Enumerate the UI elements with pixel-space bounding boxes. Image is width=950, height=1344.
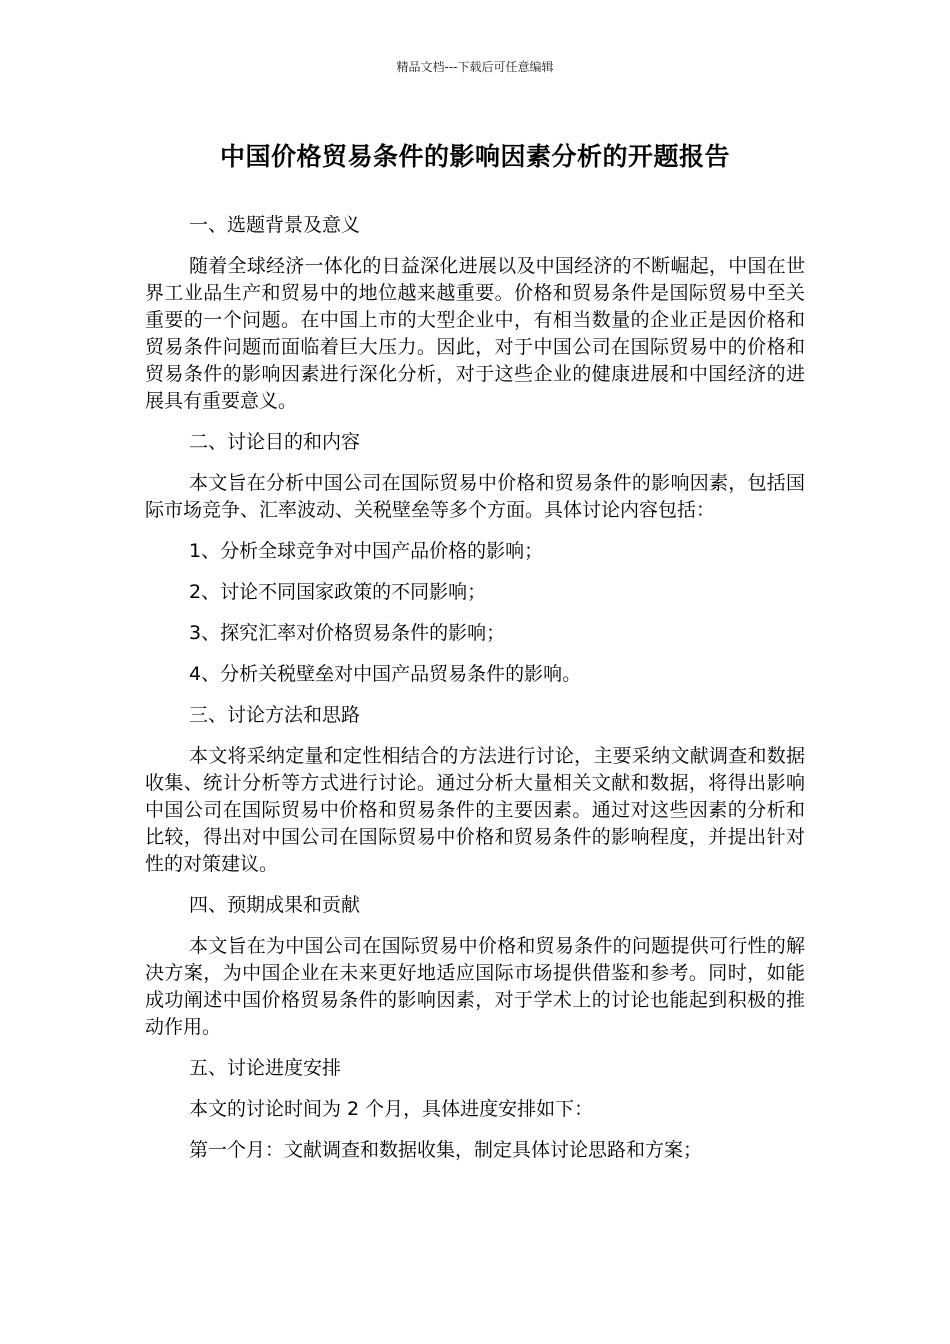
section-heading-schedule: 五、讨论进度安排	[189, 1057, 342, 1079]
section-heading-background: 一、选题背景及意义	[189, 214, 361, 236]
list-item: 2、讨论不同国家政策的不同影响；	[189, 581, 487, 603]
paragraph-schedule-month1: 第一个月：文献调查和数据收集，制定具体讨论思路和方案；	[189, 1139, 703, 1161]
section-heading-outcomes: 四、预期成果和贡献	[189, 894, 361, 916]
list-item: 4、分析关税壁垒对中国产品贸易条件的影响。	[189, 663, 582, 685]
document-body	[145, 212, 805, 1178]
paragraph-methods: 本文将采纳定量和定性相结合的方法进行讨论，主要采纳文献调查和数据收集、统计分析等方式进行讨论。通过分析大量相关文献和数据，将得出影响中国公司在国际贸易中价格和贸易条件的主要因素。通过对这些因素的分析和比较，得出对中国公司在国际贸易中价格和贸易条件的影响程度，并提出针对性的对策建议。	[145, 745, 805, 875]
document-title: 中国价格贸易条件的影响因素分析的开题报告	[219, 142, 730, 171]
section-heading-methods: 三、讨论方法和思路	[189, 704, 361, 726]
paragraph-outcomes: 本文旨在为中国公司在国际贸易中价格和贸易条件的问题提供可行性的解决方案，为中国企业在未来更好地适应国际市场提供借鉴和参考。同时，如能成功阐述中国价格贸易条件的影响因素，对于学术上的讨论也能起到积极的推动作用。	[145, 935, 805, 1038]
header-note: 精品文档---下载后可任意编辑	[396, 60, 554, 74]
section-heading-purpose: 二、讨论目的和内容	[189, 431, 361, 453]
list-item: 3、探究汇率对价格贸易条件的影响；	[189, 622, 506, 644]
paragraph-purpose: 本文旨在分析中国公司在国际贸易中价格和贸易条件的影响因素，包括国际市场竞争、汇率波动、关税壁垒等多个方面。具体讨论内容包括：	[145, 472, 805, 521]
list-item: 1、分析全球竞争对中国产品价格的影响；	[189, 540, 544, 562]
paragraph-background: 随着全球经济一体化的日益深化进展以及中国经济的不断崛起，中国在世界工业品生产和贸易中的地位越来越重要。价格和贸易条件是国际贸易中至关重要的一个问题。在中国上市的大型企业中，有相当数量的企业正是因价格和贸易条件问题而面临着巨大压力。因此，对于中国公司在国际贸易中的价格和贸易条件的影响因素进行深化分析，对于这些企业的健康进展和中国经济的进展具有重要意义。	[145, 255, 805, 412]
paragraph-schedule: 本文的讨论时间为 2 个月，具体进度安排如下：	[189, 1098, 594, 1120]
